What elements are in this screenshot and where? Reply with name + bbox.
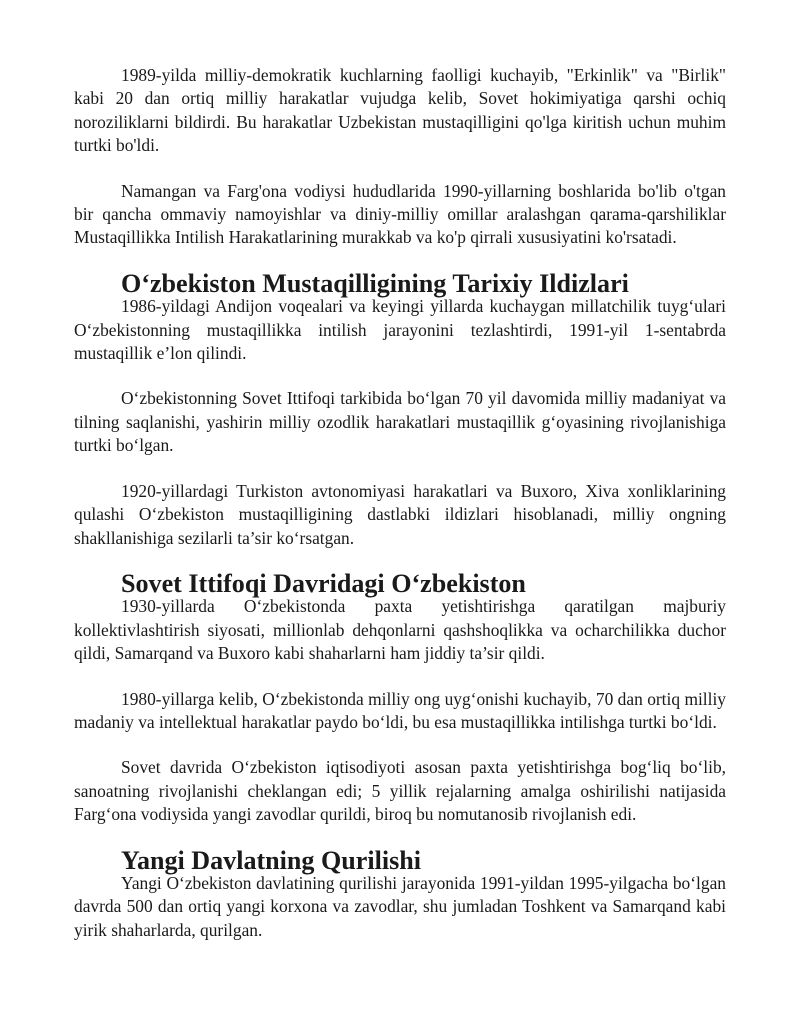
- paragraph-section2-2: 1980-yillarga kelib, O‘zbekistonda milliy ong uyg‘onishi kuchayib, 70 dan ortiq milliy madaniy va intellektual harakatlar paydo bo‘ldi, bu esa mustaqillikka intilishga turtki bo‘ldi.: [74, 688, 726, 732]
- paragraph-section2-1: 1930-yillarda O‘zbekistonda paxta yetishtirishga qaratilgan majburiy kollektivlashtirish siyosati, millionlab dehqonlarni qashshoqlikka va ocharchilikka duchor qildi, Samarqand va Buxoro kabi shaharlarni ham jiddiy ta’sir qildi.: [74, 596, 726, 664]
- paragraph-intro-1: 1989-yilda milliy-demokratik kuchlarning faolligi kuchayib, "Erkinlik" va "Birlik" kabi 20 dan ortiq milliy harakatlar vujudga kelib, Sovet hokimiyatiga qarshi ochiq noroziliklarni bildirdi. Bu harakatlar Uzbekistan mustaqilligini qo'lga kiritish uchun muhim turtki bo'ldi.: [74, 65, 726, 156]
- paragraph-section1-3: 1920-yillardagi Turkiston avtonomiyasi harakatlari va Buxoro, Xiva xonliklarining qulashi O‘zbekiston mustaqilligining dastlabki ildizlari hisoblanadi, milliy ongning shakllanishiga sezilarli ta’sir ko‘rsatgan.: [74, 480, 726, 548]
- section-heading-new-state: Yangi Davlatning Qurilishi: [121, 845, 421, 875]
- paragraph-section1-2: O‘zbekistonning Sovet Ittifoqi tarkibida bo‘lgan 70 yil davomida milliy madaniyat va tilning saqlanishi, yashirin milliy ozodlik harakatlari mustaqillik g‘oyasining rivojlanishiga turtki bo‘lgan.: [74, 388, 726, 456]
- section-heading-soviet-period: Sovet Ittifoqi Davridagi O‘zbekiston: [121, 568, 526, 598]
- section-heading-historical-roots: O‘zbekiston Mustaqilligining Tarixiy Ildizlari: [121, 268, 629, 298]
- paragraph-intro-2: Namangan va Farg'ona vodiysi hududlarida 1990-yillarning boshlarida bo'lib o'tgan bir qancha ommaviy namoyishlar va diniy-milliy omillar aralashgan qarama-qarshiliklar Mustaqillikka Intilish Harakatlarining murakkab va ko'p qirrali xususiyatini ko'rsatadi.: [74, 180, 726, 248]
- paragraph-section2-3: Sovet davrida O‘zbekiston iqtisodiyoti asosan paxta yetishtirishga bog‘liq bo‘lib, sanoatning rivojlanishi cheklangan edi; 5 yillik rejalarning amalga oshirilishi natijasida Farg‘ona vodiysida yangi zavodlar qurildi, biroq bu nomutanosib rivojlanish edi.: [74, 757, 726, 825]
- paragraph-section1-1: 1986-yildagi Andijon voqealari va keyingi yillarda kuchaygan millatchilik tuyg‘ulari O‘zbekistonning mustaqillikka intilish jarayonini tezlashtirdi, 1991-yil 1-sentabrda mustaqillik e’lon qilindi.: [74, 296, 726, 364]
- document-body: [74, 64, 726, 942]
- paragraph-section3-1: Yangi O‘zbekiston davlatining qurilishi jarayonida 1991-yildan 1995-yilgacha bo‘lgan davrda 500 dan ortiq yangi korxona va zavodlar, shu jumladan Toshkent va Samarqand kabi yirik shaharlarda, qurilgan.: [74, 872, 726, 940]
